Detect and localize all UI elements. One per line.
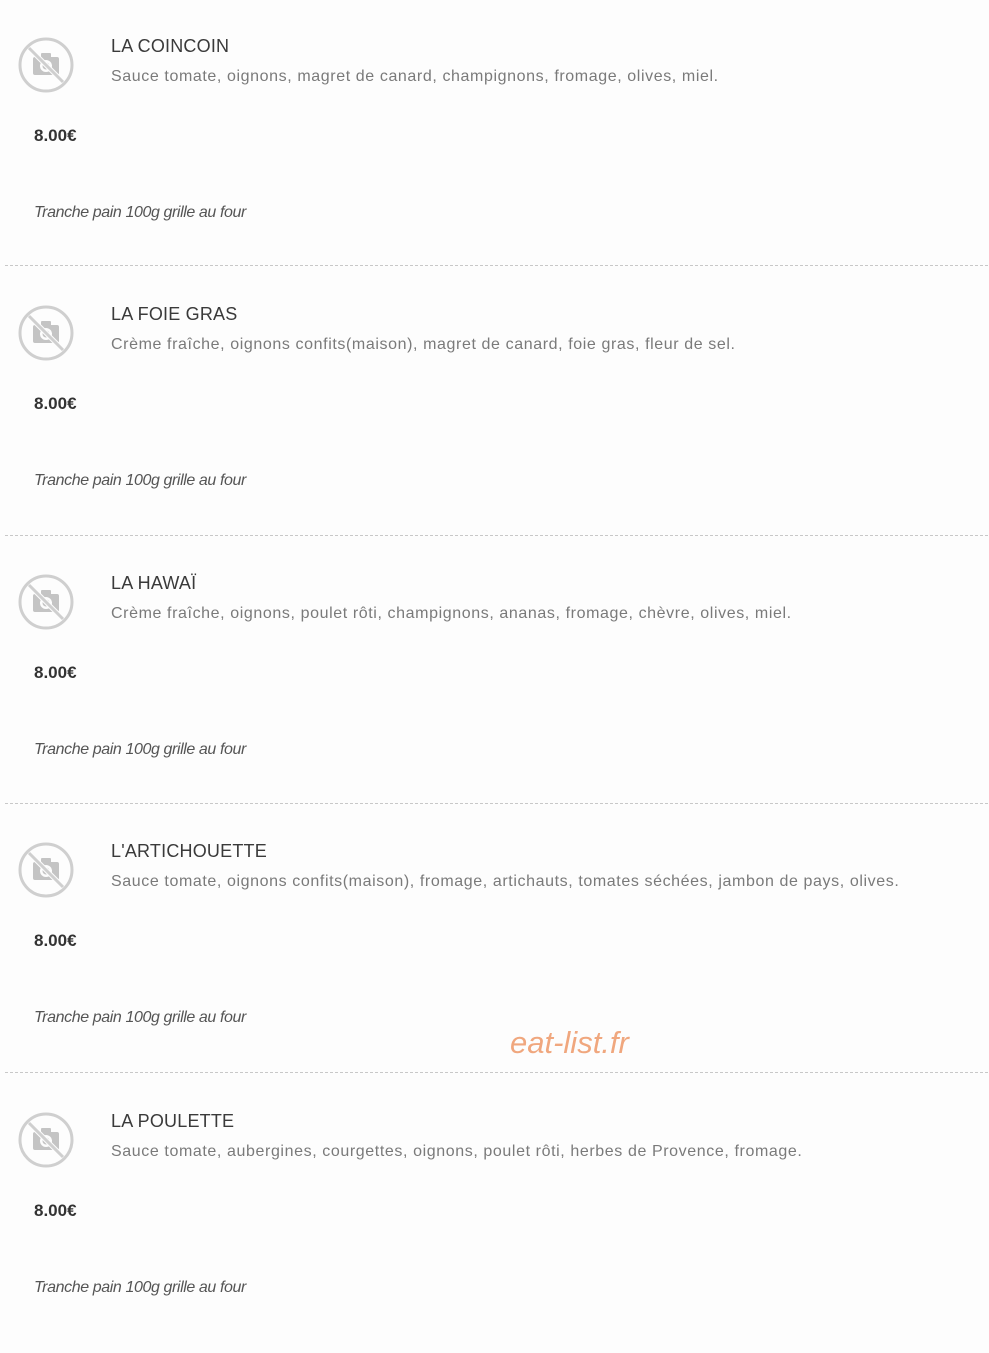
no-photo-icon	[18, 1112, 74, 1168]
item-description: Crème fraîche, oignons confits(maison), magret de canard, foie gras, fleur de sel.	[111, 336, 736, 353]
item-description: Sauce tomate, oignons, magret de canard, champignons, fromage, olives, miel.	[111, 68, 719, 85]
divider	[5, 535, 988, 536]
item-note: Tranche pain 100g grille au four	[34, 1279, 246, 1296]
no-photo-icon	[18, 37, 74, 93]
item-name: L'ARTICHOUETTE	[111, 841, 267, 861]
no-photo-icon	[18, 305, 74, 361]
item-name: LA FOIE GRAS	[111, 304, 238, 324]
item-name: LA HAWAÏ	[111, 573, 197, 593]
item-note: Tranche pain 100g grille au four	[34, 472, 246, 489]
no-photo-icon	[18, 842, 74, 898]
menu-item-la-foie-gras[interactable]	[0, 278, 989, 546]
item-name: LA COINCOIN	[111, 36, 230, 56]
item-description: Sauce tomate, oignons confits(maison), fromage, artichauts, tomates séchées, jambon de pays, olives.	[111, 873, 900, 890]
item-note: Tranche pain 100g grille au four	[34, 741, 246, 758]
watermark: eat-list.fr	[510, 1025, 629, 1060]
menu-item-l-artichouette[interactable]	[0, 815, 989, 1083]
item-description: Sauce tomate, aubergines, courgettes, oignons, poulet rôti, herbes de Provence, fromage.	[111, 1143, 803, 1160]
item-price: 8.00€	[34, 126, 77, 145]
divider	[5, 803, 988, 804]
item-price: 8.00€	[34, 663, 77, 682]
item-price: 8.00€	[34, 931, 77, 950]
menu-item-la-poulette[interactable]	[0, 1085, 989, 1353]
divider	[5, 1072, 988, 1073]
no-photo-icon	[18, 574, 74, 630]
item-note: Tranche pain 100g grille au four	[34, 1009, 246, 1026]
item-note: Tranche pain 100g grille au four	[34, 204, 246, 221]
item-price: 8.00€	[34, 394, 77, 413]
item-description: Crème fraîche, oignons, poulet rôti, champignons, ananas, fromage, chèvre, olives, miel.	[111, 605, 792, 622]
menu-item-la-hawai[interactable]	[0, 547, 989, 815]
item-price: 8.00€	[34, 1201, 77, 1220]
item-name: LA POULETTE	[111, 1111, 235, 1131]
menu-item-la-coincoin[interactable]	[0, 10, 989, 278]
divider	[5, 265, 988, 266]
